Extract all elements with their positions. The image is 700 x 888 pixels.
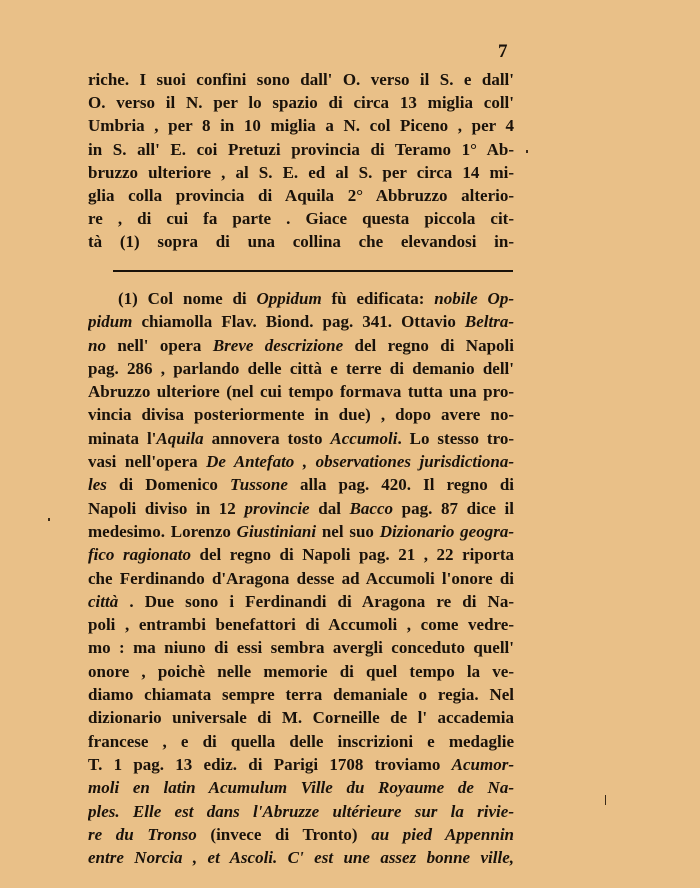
footnote-line bbox=[88, 310, 514, 333]
italic-text: Accumoli bbox=[330, 428, 398, 448]
text: dal bbox=[309, 498, 350, 518]
italic-text: moli en latin Acumulum Ville du Royaume de Na- bbox=[88, 778, 514, 798]
text: del regno di Napoli bbox=[343, 335, 514, 355]
text-line bbox=[88, 68, 514, 91]
text: nel suo bbox=[316, 521, 380, 541]
text: alla pag. 420. Il regno di bbox=[287, 475, 514, 495]
scan-speck bbox=[526, 150, 528, 153]
text: O. verso il N. per lo spazio di circa 13 miglia coll' bbox=[88, 93, 514, 113]
text: (1) Col nome di bbox=[118, 289, 257, 308]
text: dizionario universale di M. Corneille de l' accademia bbox=[88, 708, 514, 728]
footnote-line bbox=[88, 357, 514, 380]
text: glia colla provincia di Aquila 2° Abbruzzo alterio- bbox=[88, 185, 514, 205]
footnote-line bbox=[88, 520, 514, 543]
footnote-line bbox=[88, 636, 514, 659]
text: vincia divisa posteriormente in due) , dopo avere no- bbox=[88, 405, 514, 425]
italic-text: Giustiniani bbox=[236, 521, 317, 541]
footnote-line bbox=[88, 660, 514, 683]
italic-text: Breve descrizione bbox=[212, 335, 344, 355]
text-line bbox=[88, 91, 514, 114]
text: (invece di Tronto) bbox=[196, 824, 372, 844]
italic-text: re du Tronso bbox=[88, 824, 197, 844]
text: vasi nell'opera bbox=[88, 452, 207, 472]
footnote-line bbox=[88, 380, 514, 403]
text: poli , entrambi benefattori di Accumoli , come vedre- bbox=[88, 615, 514, 635]
footnote-line bbox=[88, 473, 514, 496]
page-number: 7 bbox=[498, 41, 508, 62]
italic-text: Tussone bbox=[229, 475, 288, 495]
text-line bbox=[88, 114, 514, 137]
text-line bbox=[88, 184, 514, 207]
italic-text: au pied Appennin bbox=[371, 824, 514, 844]
footnote-line bbox=[88, 753, 514, 776]
text: tà (1) sopra di una collina che elevandosi in- bbox=[88, 232, 514, 252]
footnote-line bbox=[88, 543, 514, 566]
text: Umbria , per 8 in 10 miglia a N. col Piceno , per 4 bbox=[88, 116, 514, 136]
text: annovera tosto bbox=[203, 428, 331, 448]
italic-text: Acumor- bbox=[451, 754, 514, 774]
text: medesimo. Lorenzo bbox=[88, 521, 237, 541]
italic-text: fico ragionato bbox=[88, 545, 191, 565]
scan-speck bbox=[48, 518, 50, 521]
italic-text: Dizionario geogra- bbox=[379, 521, 514, 541]
text: riche. I suoi confini sono dall' O. verso il S. e dall' bbox=[88, 70, 514, 89]
italic-text: Beltra- bbox=[464, 312, 514, 332]
footnote-line bbox=[88, 846, 514, 869]
text: francese , e di quella delle inscrizioni e medaglie bbox=[88, 731, 514, 751]
footnote-line bbox=[88, 823, 514, 846]
text: re , di cui fa parte . Giace questa piccola cit- bbox=[88, 209, 514, 229]
footnote-line bbox=[88, 567, 514, 590]
text: minata l' bbox=[88, 428, 157, 448]
footnote-line bbox=[88, 497, 514, 520]
text: del regno di Napoli pag. 21 , 22 riporta bbox=[190, 545, 514, 565]
italic-text: pidum bbox=[88, 312, 133, 332]
footnote-line bbox=[88, 334, 514, 357]
italic-text: nobile Op- bbox=[434, 289, 514, 308]
text: Abruzzo ulteriore (nel cui tempo formava tutta una pro- bbox=[88, 382, 514, 402]
italic-text: les bbox=[88, 475, 107, 495]
text: diamo chiamata sempre terra demaniale o regia. Nel bbox=[88, 685, 514, 705]
footnote-line bbox=[88, 403, 514, 426]
footnote-line bbox=[88, 730, 514, 753]
footnote-line bbox=[88, 450, 514, 473]
footnote-line bbox=[88, 613, 514, 636]
footnote-line bbox=[88, 287, 514, 310]
text: in S. all' E. coi Pretuzi provincia di Teramo 1° Ab- bbox=[88, 139, 514, 159]
footnote-line bbox=[88, 800, 514, 823]
footnote-line bbox=[88, 683, 514, 706]
italic-text: ples. Elle est dans l'Abruzze ultérieure sur la rivie- bbox=[88, 801, 514, 821]
text: . Due sono i Ferdinandi di Aragona re di Na- bbox=[118, 591, 514, 611]
text: mo : ma niuno di essi sembra avergli conceduto quell' bbox=[88, 638, 514, 658]
footnote bbox=[88, 287, 514, 869]
text: pag. 87 dice il bbox=[393, 498, 514, 518]
footnote-line bbox=[88, 590, 514, 613]
text: di Domenico bbox=[106, 475, 230, 495]
text: Napoli diviso in 12 bbox=[88, 498, 245, 518]
text: chiamolla Flav. Biond. pag. 341. Ottavio bbox=[132, 312, 465, 332]
italic-text: entre Norcia , et Ascoli. C' est une assez bonne ville, bbox=[88, 848, 514, 868]
text: onore , poichè nelle memorie di quel tempo la ve- bbox=[88, 661, 514, 681]
footnote-rule bbox=[113, 270, 513, 272]
text: che Ferdinando d'Aragona desse ad Accumoli l'onore di bbox=[88, 568, 514, 588]
italic-text: città bbox=[88, 591, 119, 611]
main-text bbox=[88, 68, 514, 254]
text-line bbox=[88, 230, 514, 253]
text: pag. 286 , parlando delle città e terre di demanio dell' bbox=[88, 358, 514, 378]
italic-text: Oppidum bbox=[256, 289, 322, 308]
text: nell' opera bbox=[105, 335, 213, 355]
italic-text: Aquila bbox=[156, 428, 204, 448]
text-line bbox=[88, 161, 514, 184]
footnote-line bbox=[88, 706, 514, 729]
text: T. 1 pag. 13 ediz. di Parigi 1708 troviamo bbox=[88, 754, 452, 774]
footnote-line bbox=[88, 776, 514, 799]
scan-speck bbox=[605, 795, 606, 805]
text: fù edificata: bbox=[321, 289, 435, 308]
text-line bbox=[88, 207, 514, 230]
text-line bbox=[88, 138, 514, 161]
italic-text: Bacco bbox=[349, 498, 394, 518]
italic-text: no bbox=[88, 335, 106, 355]
italic-text: provincie bbox=[244, 498, 310, 518]
footnote-line bbox=[88, 427, 514, 450]
italic-text: De Antefato , observationes jurisdictiona- bbox=[206, 452, 514, 472]
text: bruzzo ulteriore , al S. E. ed al S. per circa 14 mi- bbox=[88, 162, 514, 182]
text: . Lo stesso tro- bbox=[397, 428, 514, 448]
